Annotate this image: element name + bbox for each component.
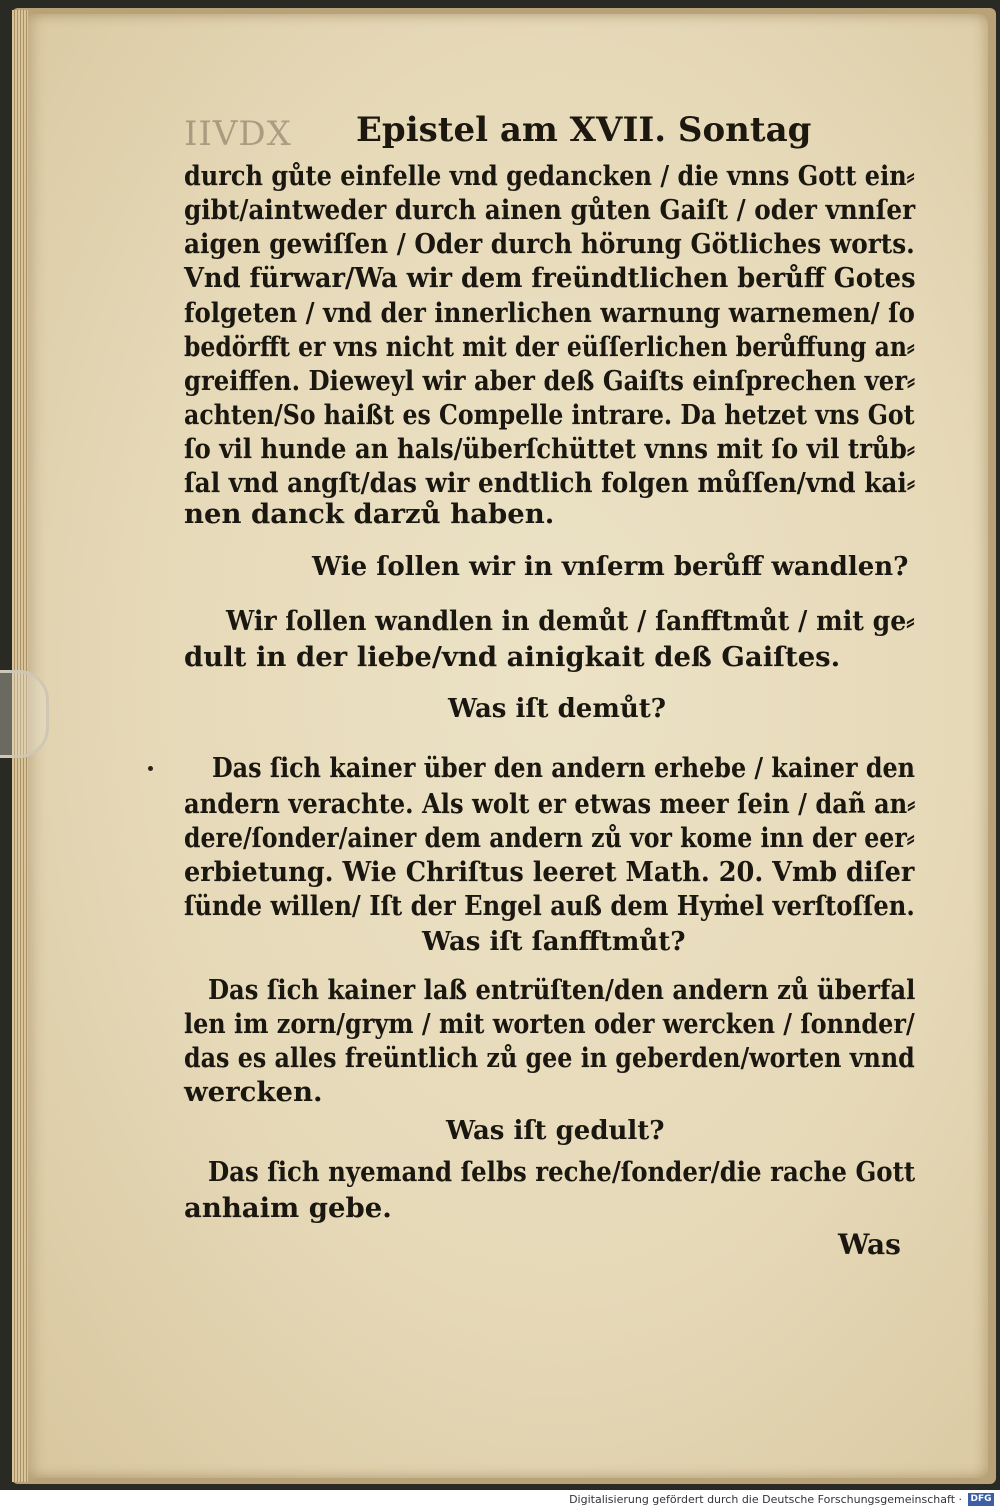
text-line: ſal vnd angſt/das wir endtlich folgen můſſen/vnd kai⸗	[184, 467, 916, 499]
text-line: greiffen. Dieweyl wir aber deß Gaiſts einſprechen ver⸗	[184, 365, 916, 397]
text-line: andern verachte. Als wolt er etwas meer ſein / dañ an⸗	[184, 788, 916, 820]
text-line: Das ſich kainer laß entrüſten/den andern zů überfal	[208, 974, 916, 1006]
question-heading: Was iſt gedult?	[446, 1116, 665, 1146]
text-line: ſünde willen/ Iſt der Engel auß dem Hyṁel verſtoſſen.	[184, 890, 915, 922]
text-line: ſo vil hunde an hals/überſchüttet vnns mit ſo vil trůb⸗	[184, 433, 916, 465]
text-line: Wir ſollen wandlen in demůt / ſanfftmůt / mit ge⸗	[226, 605, 915, 637]
text-line: erbietung. Wie Chriſtus leeret Math. 20. Vmb diſer	[184, 856, 915, 888]
question-heading: Wie ſollen wir in vnſerm berůff wandlen?	[312, 552, 909, 582]
text-line: dult in der liebe/vnd ainigkait deß Gaiſtes.	[184, 641, 841, 673]
funding-credit: Digitalisierung gefördert durch die Deutsche Forschungsgemeinschaft ·	[569, 1493, 962, 1506]
text-line: dere/ſonder/ainer dem andern zů vor kome inn der eer⸗	[184, 822, 915, 854]
text-line: nen danck darzů haben.	[184, 498, 555, 530]
text-line: bedörfft er vns nicht mit der eüſſerlichen berůffung an⸗	[184, 331, 915, 363]
question-heading: Was iſt demůt?	[448, 694, 666, 724]
page-clip	[0, 670, 49, 758]
text-line: wercken.	[184, 1076, 323, 1108]
folio-number: IIVDX	[184, 114, 292, 154]
dfg-logo: DFG	[968, 1493, 994, 1506]
catchword: Was	[838, 1228, 901, 1261]
text-line: Vnd fürwar/Wa wir dem freündtlichen berůff Gotes	[184, 262, 916, 294]
text-line: folgeten / vnd der innerlichen warnung warnemen/ ſo	[184, 297, 915, 329]
running-title: Epistel am XVII. Sontag	[356, 110, 812, 150]
page-header	[184, 110, 914, 156]
text-line: aigen gewiſſen / Oder durch hörung Götliches worts.	[184, 228, 915, 260]
digitization-footer	[0, 1490, 1000, 1509]
text-line: anhaim gebe.	[184, 1192, 392, 1224]
text-line: gibt/aintweder durch ainen gůten Gaiſt / oder vnnſer	[184, 194, 916, 226]
text-line: durch gůte einfelle vnd gedancken / die vnns Gott ein⸗	[184, 160, 915, 192]
text-line: Das ſich nyemand ſelbs reche/ſonder/die rache Gott	[208, 1156, 916, 1188]
text-line: das es alles freüntlich zů gee in geberden/worten vnnd	[184, 1042, 915, 1074]
text-line: achten/So haißt es Compelle intrare. Da hetzet vns Got	[184, 399, 915, 431]
text-line: Das ſich kainer über den andern erhebe / kainer den	[212, 752, 916, 784]
text-line: len im zorn/grym / mit worten oder wercken / ſonnder/	[184, 1008, 915, 1040]
ink-mark	[148, 766, 153, 771]
question-heading: Was iſt ſanfftmůt?	[422, 927, 686, 957]
